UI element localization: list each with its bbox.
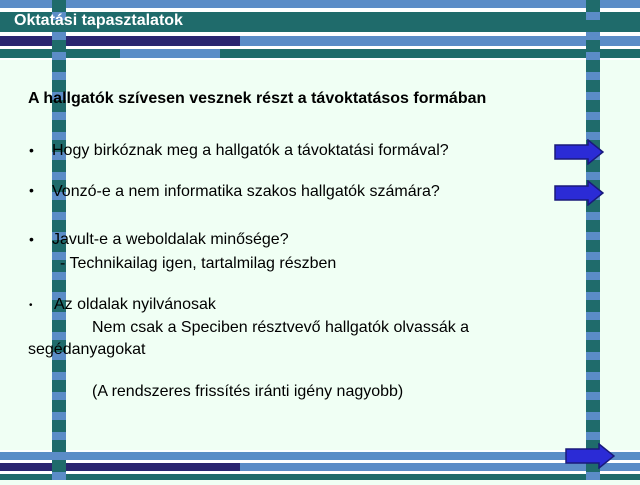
right-arrow-icon[interactable] — [565, 443, 615, 474]
slide-subtitle: A hallgatók szívesen vesznek részt a távoktatásos formában — [28, 90, 487, 107]
bullet-text: Javult-e a weboldalak minősége? — [52, 231, 289, 248]
continuation-text: Nem csak a Speciben résztvevő hallgatók olvassák a — [92, 319, 470, 336]
bullet-marker: • — [29, 300, 33, 311]
note-text: (A rendszeres frissítés iránti igény nagyobb) — [92, 383, 404, 400]
bullet-marker: • — [29, 142, 34, 158]
bullet-marker: • — [29, 231, 34, 247]
bullet-text: Hogy birkóznak meg a hallgatók a távoktatási formával? — [52, 142, 449, 159]
bullet-text: Vonzó-e a nem informatika szakos hallgatók számára? — [52, 183, 440, 200]
slide-title: Oktatási tapasztalatok — [14, 12, 183, 29]
continuation-text: segédanyagokat — [28, 341, 146, 358]
right-arrow-icon[interactable] — [554, 139, 604, 170]
right-arrow-icon[interactable] — [554, 180, 604, 211]
sub-bullet-text: - Technikailag igen, tartalmilag részben — [60, 255, 337, 272]
bullet-text: Az oldalak nyilvánosak — [54, 296, 216, 313]
bullet-marker: • — [29, 182, 34, 198]
